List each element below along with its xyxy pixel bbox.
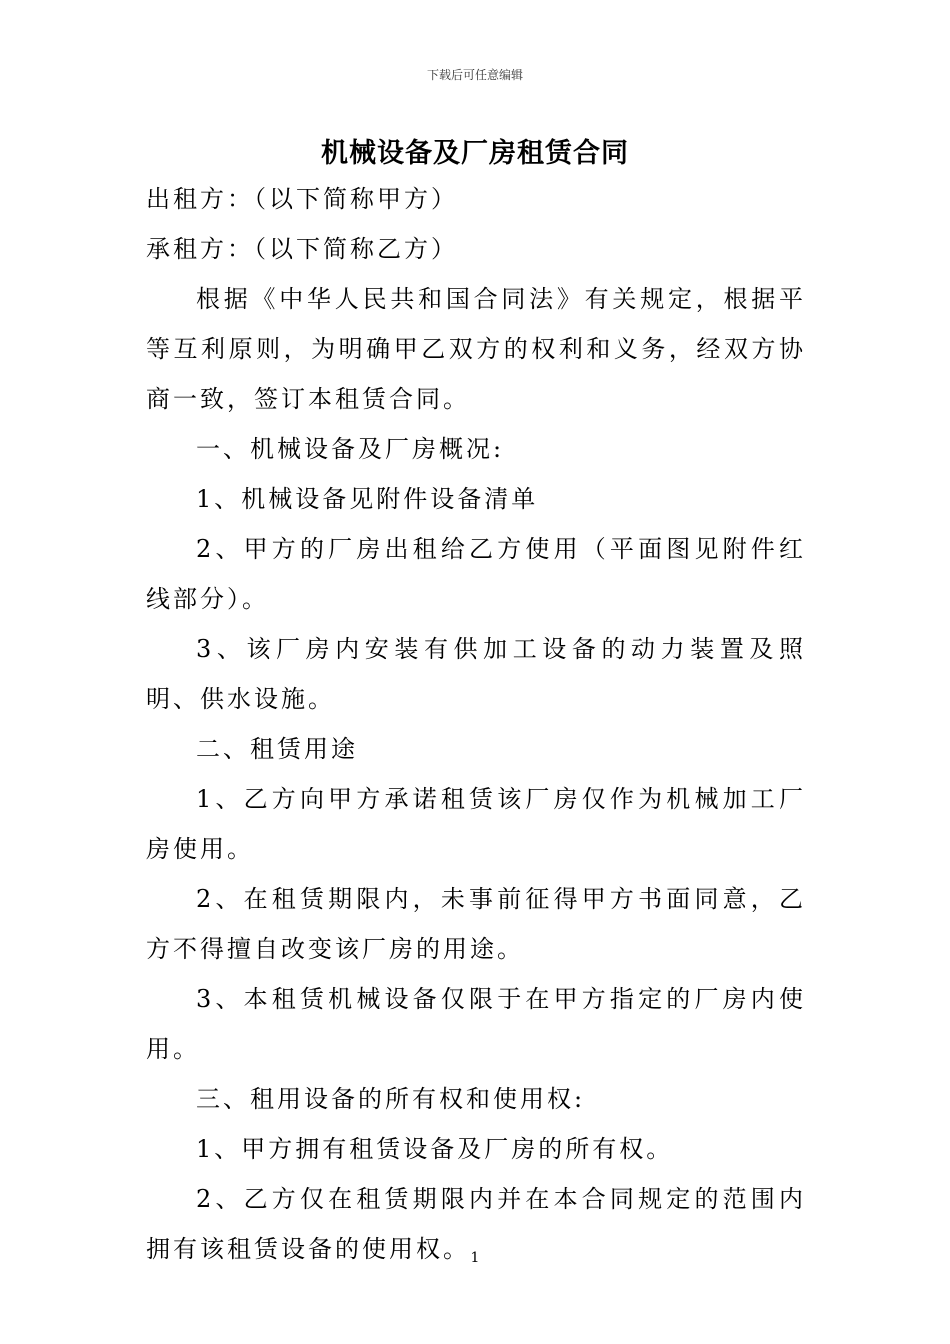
clause-3-2: 2、乙方仅在租赁期限内并在本合同规定的范围内拥有该租赁设备的使用权。: [146, 1185, 806, 1263]
section-heading-ownership: 三、租用设备的所有权和使用权:: [196, 1085, 586, 1113]
clause-1-3: 3、该厂房内安装有供加工设备的动力装置及照明、供水设施。: [146, 635, 806, 713]
clause-1-2: 2、甲方的厂房出租给乙方使用（平面图见附件红线部分）。: [146, 535, 806, 613]
clause-2-3: 3、本租赁机械设备仅限于在甲方指定的厂房内使用。: [146, 985, 806, 1063]
section-heading-overview: 一、机械设备及厂房概况:: [196, 435, 505, 463]
document-body: [146, 174, 806, 1274]
party-lessor: 出租方：（以下简称甲方）: [146, 185, 458, 213]
preamble-paragraph: 根据《中华人民共和国合同法》有关规定，根据平等互利原则，为明确甲乙双方的权利和义务，经双方协商一致，签订本租赁合同。: [146, 285, 806, 413]
page-number: 1: [470, 1250, 480, 1266]
party-lessee: 承租方：（以下简称乙方）: [146, 235, 458, 263]
document-title: 机械设备及厂房租赁合同: [321, 138, 629, 169]
clause-3-1: 1、甲方拥有租赁设备及厂房的所有权。: [196, 1135, 674, 1163]
clause-2-2: 2、在租赁期限内，未事前征得甲方书面同意，乙方不得擅自改变该厂房的用途。: [146, 885, 806, 963]
header-note: 下载后可任意编辑: [426, 68, 523, 82]
clause-2-1: 1、乙方向甲方承诺租赁该厂房仅作为机械加工厂房使用。: [146, 785, 806, 863]
section-heading-usage: 二、租赁用途: [196, 735, 358, 763]
clause-1-1: 1、机械设备见附件设备清单: [196, 485, 539, 513]
